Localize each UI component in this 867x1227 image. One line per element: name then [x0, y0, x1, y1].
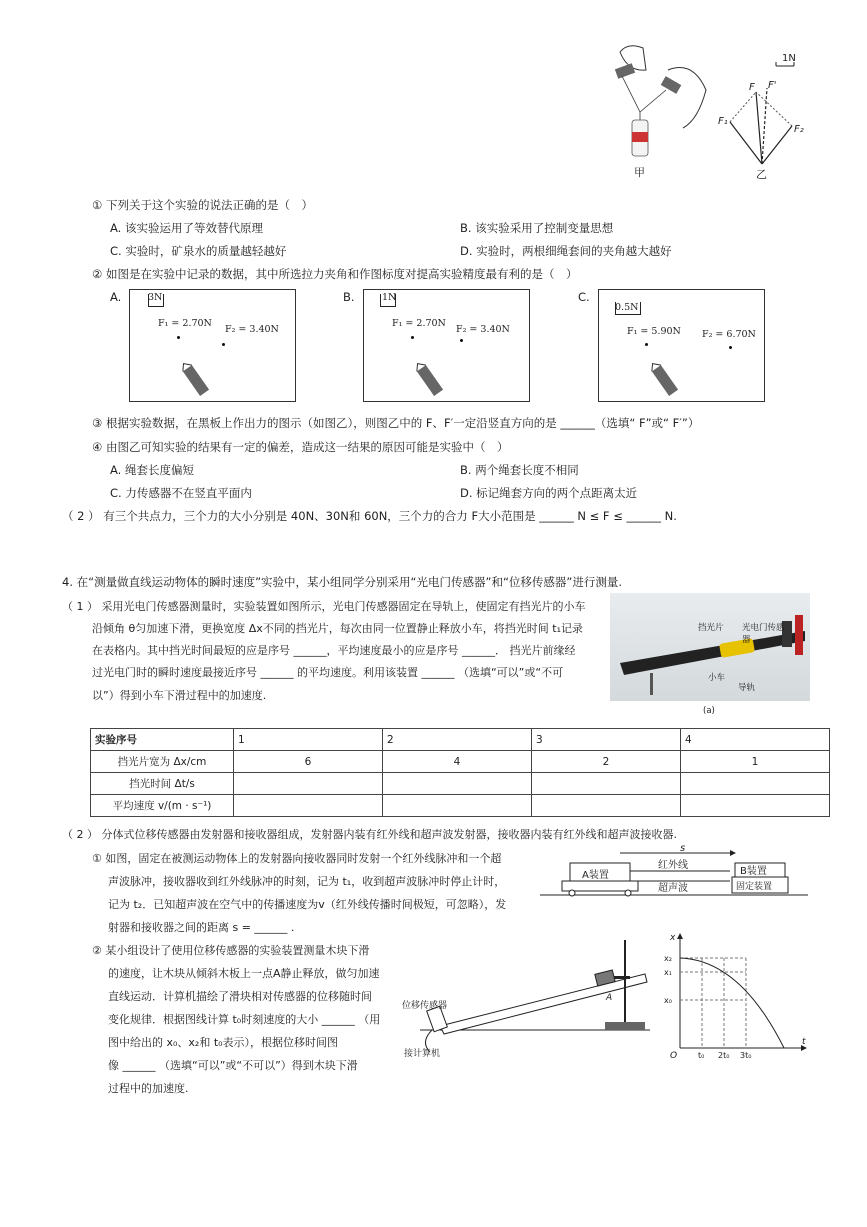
q4-stem: ④ 由图乙可知实验的结果有一定的偏差，造成这一结果的原因可能是实验中（ ）: [92, 440, 509, 454]
label-baffle: 挡光片: [698, 623, 724, 633]
infrared-label: 红外线: [658, 860, 688, 871]
table-cell: 6: [234, 751, 383, 773]
scale-label: 3N: [148, 292, 163, 303]
row-label: 挡光时间 Δt/s: [91, 773, 234, 795]
q2-box-c-label: C.: [578, 290, 590, 304]
photo-caption: (a): [703, 706, 715, 716]
displacement-time-graph: [660, 930, 810, 1060]
p4-sub2-line3: 直线运动．计算机描绘了滑块相对传感器的位移随时间: [108, 990, 372, 1003]
f1-point: [411, 336, 414, 339]
f2-point: [222, 343, 225, 346]
x-tick-t0: t₀: [698, 1051, 705, 1060]
p4-sub1-line4: 射器和接收器之间的距离 s = ______ .: [108, 921, 295, 934]
f1-point: [645, 343, 648, 346]
p4-title: 4. 在“测量做直线运动物体的瞬时速度”实验中，某小组同学分别采用“光电门传感器”和“位移传感器”进行测量.: [62, 575, 623, 589]
q2-box-b: [363, 289, 530, 402]
scale-label: 1N: [382, 292, 397, 303]
q2-box-a-label: A.: [110, 290, 122, 304]
incline-apparatus-figure: [400, 930, 660, 1060]
q2-box-a: [129, 289, 296, 402]
q1-option-b: B. 该实验采用了控制变量思想: [460, 221, 614, 235]
table-row: [91, 773, 830, 795]
photogate-apparatus-photo: [610, 593, 810, 701]
scale-label: 0.5N: [615, 302, 639, 313]
header-cell: 实验序号: [91, 729, 234, 751]
p4-part1-line5: 以”）得到小车下滑过程中的加速度.: [92, 689, 267, 702]
origin-label: O: [670, 1051, 678, 1060]
table-cell: 4: [383, 751, 532, 773]
table-cell: 2: [532, 751, 681, 773]
ab-sensor-figure: [540, 845, 810, 905]
p4-part2-intro: （ 2 ） 分体式位移传感器由发射器和接收器组成，发射器内装有红外线和超声波发射器，接收器内装有红外线和超声波接收器.: [62, 828, 677, 841]
header-cell: 1: [234, 729, 383, 751]
fixed-device-label: 固定装置: [736, 882, 773, 892]
a-device-label: A装置: [582, 870, 609, 881]
p4-part1-line1: （ 1 ） 采用光电门传感器测量时，实验装置如图所示，光电门传感器固定在导轨上，使固定有挡光片的小车: [62, 600, 586, 613]
q5-stem: （ 2 ） 有三个共点力，三个力的大小分别是 40N、30N和 60N，三个力的合力 F大小范围是 ______ N ≤ F ≤ ______ N.: [62, 509, 677, 523]
x-tick-3t0: 3t₀: [740, 1051, 752, 1060]
y-axis-label: x: [670, 933, 676, 943]
label-f2: F₂: [794, 124, 804, 135]
q2-box-b-label: B.: [343, 290, 355, 304]
q4-option-b: B. 两个绳套长度不相同: [460, 463, 579, 477]
p4-part1-line4: 过光电门时的瞬时速度最接近序号 ______ 的平均速度。利用该装置 ______ （选填“可以”或“不可: [92, 666, 564, 679]
sensor-icon: [178, 360, 212, 400]
jia-label: 甲: [634, 166, 645, 179]
data-table: [90, 728, 830, 817]
header-cell: 4: [681, 729, 830, 751]
table-cell: [234, 773, 383, 795]
label-f1: F₁: [718, 116, 728, 127]
p4-sub2-line2: 的速度，让木块从倾斜木板上一点A静止释放，做匀加速: [108, 967, 380, 980]
x-axis-label: t: [802, 1037, 806, 1047]
apparatus-drawing: [610, 593, 810, 701]
q2-box-c: [598, 289, 765, 402]
table-cell: [234, 795, 383, 817]
computer-label: 接计算机: [404, 1049, 441, 1059]
sensor-icon: [412, 360, 446, 400]
b-device-label: B装置: [740, 866, 767, 877]
table-header-row: [91, 729, 830, 751]
label-cart: 小车: [708, 673, 726, 683]
p4-sub1-line1: ① 如图，固定在被测运动物体上的发射器向接收器同时发射一个红外线脉冲和一个超: [92, 852, 502, 865]
table-cell: 1: [681, 751, 830, 773]
q4-option-c: C. 力传感器不在竖直平面内: [110, 486, 252, 500]
table-cell: [532, 795, 681, 817]
header-cell: 2: [383, 729, 532, 751]
table-cell: [383, 795, 532, 817]
f1-label: F₁ = 2.70N: [158, 318, 212, 329]
f2-point: [460, 339, 463, 342]
scale-label-1n: 1N: [782, 53, 796, 64]
row-label: 挡光片宽为 Δx/cm: [91, 751, 234, 773]
experiment-figure-jia: [598, 40, 708, 180]
q4-option-d: D. 标记绳套方向的两个点距离太近: [460, 486, 638, 500]
label-fprime: F': [768, 80, 777, 91]
q1-stem: ① 下列关于这个实验的说法正确的是（ ）: [92, 198, 313, 212]
f1-label: F₁ = 5.90N: [627, 326, 681, 337]
f2-point: [729, 346, 732, 349]
y-tick-x1: x₁: [664, 968, 672, 977]
row-label: 平均速度 v/(m · s⁻¹): [91, 795, 234, 817]
label-f: F: [749, 82, 755, 93]
force-diagram-yi: [712, 52, 812, 180]
sensor-icon: [647, 360, 681, 400]
x-tick-2t0: 2t₀: [718, 1051, 730, 1060]
table-cell: [532, 773, 681, 795]
q1-option-d: D. 实验时，两根细绳套间的夹角越大越好: [460, 244, 672, 258]
table-cell: [681, 773, 830, 795]
displacement-sensor-label: 位移传感器: [402, 1001, 448, 1011]
p4-sub2-line7: 过程中的加速度.: [108, 1082, 189, 1095]
label-gate: 光电门传感器: [742, 623, 785, 645]
f1-point: [177, 336, 180, 339]
table-row: [91, 751, 830, 773]
y-tick-x0: x₀: [664, 996, 672, 1005]
header-cell: 3: [532, 729, 681, 751]
q3-stem: ③ 根据实验数据，在黑板上作出力的图示（如图乙），则图乙中的 F、F′一定沿竖直方向的是 ______（选填“ F”或“ F′”）: [92, 416, 700, 430]
f2-label: F₂ = 3.40N: [225, 324, 279, 335]
q2-stem: ② 如图是在实验中记录的数据，其中所选拉力夹角和作图标度对提高实验精度最有利的是（ ）: [92, 267, 578, 281]
table-cell: [383, 773, 532, 795]
p4-sub2-line1: ② 某小组设计了使用位移传感器的实验装置测量木块下滑: [92, 944, 370, 957]
point-a-label: A: [606, 993, 613, 1003]
q1-option-c: C. 实验时，矿泉水的质量越轻越好: [110, 244, 287, 258]
distance-s-label: s: [680, 845, 686, 854]
table-row: [91, 795, 830, 817]
y-tick-x2: x₂: [664, 954, 672, 963]
ultrasonic-label: 超声波: [658, 883, 688, 894]
p4-part1-line3: 在表格内。其中挡光时间最短的应是序号 ______，平均速度最小的应是序号 ______． 挡光片前缘经: [92, 644, 576, 657]
table-cell: [681, 795, 830, 817]
p4-sub2-line5: 图中给出的 x₀、x₂和 t₀表示），根据位移时间图: [108, 1036, 339, 1049]
f2-label: F₂ = 6.70N: [702, 329, 756, 340]
p4-sub2-line4: 变化规律．根据图线计算 t₀时刻速度的大小 ______ （用: [108, 1013, 381, 1026]
q4-option-a: A. 绳套长度偏短: [110, 463, 194, 477]
yi-label: 乙: [756, 168, 767, 180]
p4-sub2-line6: 像 ______ （选填“可以”或“不可以”）得到木块下滑: [108, 1059, 358, 1072]
f2-label: F₂ = 3.40N: [456, 324, 510, 335]
p4-sub1-line2: 声波脉冲，接收器收到红外线脉冲的时刻，记为 t₁，收到超声波脉冲时停止计时，: [108, 875, 506, 888]
p4-sub1-line3: 记为 t₂．已知超声波在空气中的传播速度为v（红外线传播时间极短，可忽略），发: [108, 898, 507, 911]
p4-part1-line2: 沿倾角 θ匀加速下滑，更换宽度 Δx不同的挡光片，每次由同一位置静止释放小车，将挡光时间 t₁记录: [92, 622, 583, 635]
q1-option-a: A. 该实验运用了等效替代原理: [110, 221, 263, 235]
f1-label: F₁ = 2.70N: [392, 318, 446, 329]
label-rail: 导轨: [738, 683, 756, 693]
